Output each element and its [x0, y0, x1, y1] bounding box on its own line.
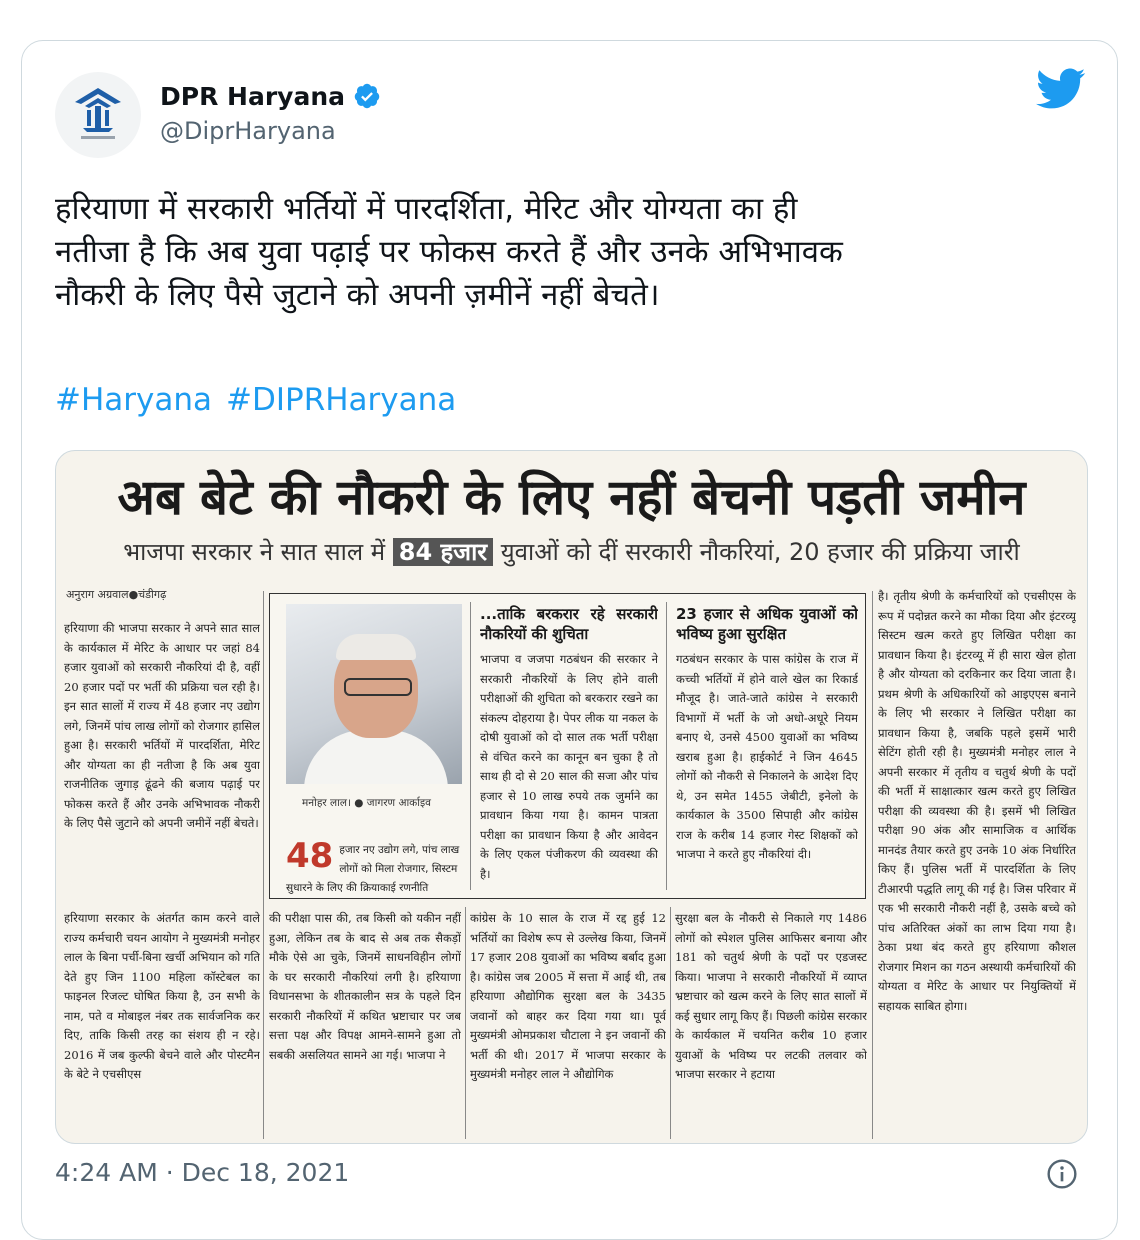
box-column-2-text: गठबंधन सरकार के पास कांग्रेस के राज में कच्ची भर्तियों में होने वाले खेल का रिकार्ड मौजूद है। जाते-जाते कांग्रेस ने सरकारी विभागों में भर्ती के जो अधो-अधूरे नियम बनाए थे, उनसे 4500 युवाओं का भविष्य खराब हुआ है। हाईकोर्ट ने जिन 4645 लोगों को नौकरी से निकालने के आदेश दिए थे, उन समेत 1455 जेबीटी, इनेलो के कार्यकाल के 3500 सिपाही और कांग्रेस राज के करीब 14 हजार गेस्ट शिक्षकों को भाजपा ने करते हुए नौकरियां दी। [676, 652, 858, 861]
tweet-text-line: हरियाणा में सरकारी भर्तियों में पारदर्शिता, मेरिट और योग्यता का ही [55, 191, 798, 227]
article-column-1-bottom: हरियाणा सरकार के अंतर्गत काम करने वाले राज्य कर्मचारी चयन आयोग ने मुख्यमंत्री मनोहर लाल के बिना पर्ची-बिना खर्ची अभियान को गति देते हुए जिन 1100 महिला कॉस्टेबल का फाइनल रिजल्ट घोषित किया है, उन सभी के नाम, पते व मोबाइल नंबर तक सार्वजनिक कर दिए, ताकि किसी तरह का संशय ही न रहे। 2016 में जब कुल्फी बेचने वाले और पोस्टमैन के बेटे ने एचसीएस [64, 911, 260, 1081]
column-divider [666, 602, 667, 890]
column-divider [470, 602, 471, 890]
portrait-photo [286, 604, 462, 784]
tweet-text-line: नतीजा है कि अब युवा पढ़ाई पर फोकस करते हैं और उनके अभिभावक [55, 234, 843, 270]
newspaper-clipping-image[interactable] [55, 450, 1088, 1144]
newspaper-headline: अब बेटे की नौकरी के लिए नहीं बेचनी पड़ती जमीन [117, 468, 1026, 526]
newspaper-byline: अनुराग अग्रवाल●चंडीगढ़ [66, 588, 167, 601]
avatar[interactable] [55, 72, 141, 158]
box-column-2-title: 23 हजार से अधिक युवाओं को भविष्य हुआ सुरक्षित [676, 605, 858, 643]
box-column-1 [480, 604, 658, 892]
box-column-1-title: ...ताकि बरकरार रहे सरकारी नौकरियों की शुचिता [480, 605, 658, 643]
column-divider [872, 591, 873, 1139]
newspaper-subheadline [56, 535, 1087, 568]
column-divider [263, 591, 264, 1139]
photo-caption: मनोहर लाल। ● जागरण आर्काइव [302, 797, 431, 809]
article-column-4-bottom: सुरक्षा बल के नौकरी से निकाले गए 1486 लोगों को स्पेशल पुलिस आफिसर बनाया और 181 को चतुर्थ श्रेणी के पदों पर एडजस्ट किया। भाजपा ने सरकारी नौकरियों में व्याप्त भ्रष्टाचार को खत्म करने के लिए सात सालों में कई सुधार लागू किए हैं। पिछली कांग्रेस सरकार के कार्यकाल में चयनित करीब 10 हजार युवाओं के भविष्य पर लटकी तलवार को भाजपा सरकार ने हटाया [675, 911, 867, 1081]
author-row [160, 78, 381, 114]
dpr-logo-icon [55, 72, 141, 158]
display-name[interactable]: DPR Haryana [160, 81, 345, 111]
feature-box [269, 593, 866, 899]
tweet-timestamp[interactable]: 4:24 AM · Dec 18, 2021 [55, 1158, 350, 1187]
tweet-text-line: नौकरी के लिए पैसे जुटाने को अपनी ज़मीनें नहीं बेचते। [55, 277, 660, 313]
hashtag-link-haryana[interactable]: #Haryana [55, 382, 213, 418]
info-icon[interactable] [1046, 1158, 1078, 1190]
article-column-5: है। तृतीय श्रेणी के कर्मचारियों को एचसीएस के रूप में पदोन्नत करने का मौका दिया और इंटरव्यू सिस्टम खत्म करते हुए लिखित परीक्षा का प्रावधान किया है। इंटरव्यू में ही सारा खेल होता है और योग्यता को दरकिनार कर दिया जाता है। प्रथम श्रेणी के अधिकारियों को आइएएस बनाने के लिए भी सरकार ने लिखित परीक्षा का प्रावधान किया है, जबकि पहले इसमें भारी सेटिंग होती रही है। मुख्यमंत्री मनोहर लाल ने अपनी सरकार में तृतीय व चतुर्थ श्रेणी के पदों की भर्ती में साक्षात्कार खत्म करते हुए लिखित परीक्षा की व्यवस्था की है। इसमें भी लिखित परीक्षा 90 अंक और सामाजिक व आर्थिक मानदंड तैयार करते हुए उनके 10 अंक निर्धारित किए हैं। पुलिस भर्ती में पारदर्शिता के लिए टीआरपी पद्धति लागू की गई है। जिस परिवार में एक भी सरकारी नौकरी नहीं है, उसके बच्चे को पांच अतिरिक्त अंकों का लाभ दिया गया है। ठेका प्रथा बंद करते हुए हरियाणा कौशल रोजगार मिशन का गठन अस्थायी कर्मचारियों की योग्यता व मेरिट के आधार पर नियुक्तियों में सहायक साबित होगा। [878, 589, 1076, 1013]
subheadline-highlight: 84 हजार [393, 538, 493, 566]
article-column-2-bottom: की परीक्षा पास की, तब किसी को यकीन नहीं हुआ, लेकिन तब के बाद से अब तक सैकड़ों मौके ऐसे आ चुके, जिनमें साधनविहीन लोगों के घर सरकारी नौकरियां लगी है। हरियाणा विधानसभा के शीतकालीन सत्र के पहले दिन सरकारी नौकरियों में कथित भ्रष्टाचार पर जब सत्ता पक्ष और विपक्ष आमने-सामने हुआ तो सबकी असलियत सामने आ गई। भाजपा ने [269, 911, 461, 1062]
stat-callout [286, 838, 466, 895]
box-column-2 [676, 604, 858, 892]
user-handle[interactable]: @DiprHaryana [160, 117, 336, 145]
stat-text: हजार नए उद्योग लगे, पांच लाख लोगों को मिला रोजगार, सिस्टम सुधारने के लिए की क्रियाकाई रणनीति [286, 844, 460, 894]
subheadline-post: युवाओं को दीं सरकारी नौकरियां, 20 हजार की प्रक्रिया जारी [500, 538, 1020, 566]
verified-badge-icon [353, 82, 381, 110]
article-column-3-bottom: कांग्रेस के 10 साल के राज में रद्द हुई 12 भर्तियों का विशेष रूप से उल्लेख किया, जिनमें 17 हजार 208 युवाओं का भविष्य बर्बाद हुआ है। कांग्रेस जब 2005 में सत्ता में आई थी, तब हरियाणा औद्योगिक सुरक्षा बल के 3435 जवानों को बाहर कर दिया गया था। पूर्व मुख्यमंत्री ओमप्रकाश चौटाला ने इन जवानों की भर्ती की थी। 2017 में भाजपा सरकार के मुख्यमंत्री मनोहर लाल ने औद्योगिक [470, 911, 666, 1081]
tweet-text [55, 188, 1075, 317]
article-column-1-top: हरियाणा की भाजपा सरकार ने अपने सात साल के कार्यकाल में मेरिट के आधार पर जहां 84 हजार युवाओं को सरकारी नौकरियां दी है, वहीं 20 हजार पदों पर भर्ती की प्रक्रिया चल रही है। इन सात सालों में राज्य में 48 हजार नए उद्योग लगे, जिनमें पांच लाख लोगों को रोजगार हासिल हुआ है। सरकारी भर्तियों में पारदर्शिता, मेरिट और योग्यता का ही नतीजा है कि अब युवा राजनीतिक जुगाड़ ढूंढने की बजाय पढ़ाई पर फोकस करते हैं और उनके अभिभावक नौकरी के लिए पैसे जुटाने को अपनी जमीनें नहीं बेचते। [64, 621, 260, 830]
hashtag-row [55, 382, 470, 418]
column-divider [670, 907, 671, 1139]
column-divider [465, 907, 466, 1139]
twitter-bird-icon[interactable] [1036, 68, 1086, 110]
hashtag-link-diprharyana[interactable]: #DIPRHaryana [226, 382, 457, 418]
stat-number: 48 [286, 836, 334, 876]
box-column-1-text: भाजपा व जजपा गठबंधन की सरकार ने सरकारी नौकरियों के लिए होने वाली परीक्षाओं की शुचिता को बरकरार रखने का संकल्प दोहराया है। पेपर लीक या नकल के दोषी युवाओं को दो साल तक भर्ती परीक्षा से वंचित करने का कानून बन चुका है तो साथ ही दो से 20 साल की सजा और पांच हजार से 10 लाख रुपये तक जुर्माने का प्रावधान किया गया है। कामन पात्रता परीक्षा का प्रावधान किया है और आवेदन के लिए एकल पंजीकरण की व्यवस्था की है। [480, 652, 658, 881]
subheadline-pre: भाजपा सरकार ने सात साल में [123, 538, 386, 566]
